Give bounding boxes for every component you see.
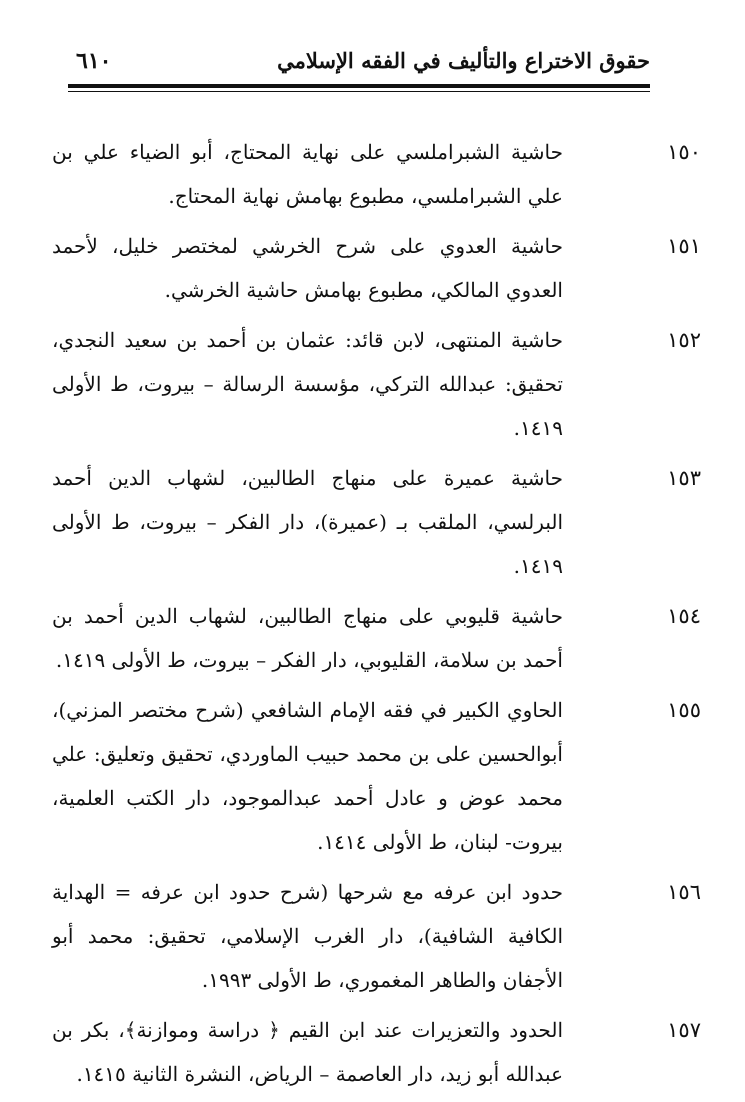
bibliography-entry [0,870,745,1002]
entry-text: حدود ابن عرفه مع شرحها (شرح حدود ابن عرفه = الهداية الكافية الشافية)، دار الغرب الإسلامي، تحقيق: محمد أبو الأجفان والطاهر المغموري، ط الأولى ١٩٩٣. [52,880,563,992]
bibliography-list [0,130,745,1102]
bibliography-entry [0,130,745,218]
entry-number: ١٥٦ [667,880,701,904]
bibliography-entry [0,1008,745,1096]
header-rule-thin [68,91,650,92]
page-number: ٦١٠ [76,48,112,74]
entry-text: حاشية المنتهى، لابن قائد: عثمان بن أحمد بن سعيد النجدي، تحقيق: عبدالله التركي، مؤسسة الرسالة – بيروت، ط الأولى ١٤١٩. [52,328,563,440]
entry-number: ١٥٥ [667,698,701,722]
entry-number: ١٥٧ [667,1018,701,1042]
entry-number: ١٥٣ [667,466,701,490]
entry-text: حاشية قليوبي على منهاج الطالبين، لشهاب الدين أحمد بن أحمد بن سلامة، القليوبي، دار الفكر – بيروت، ط الأولى ١٤١٩. [52,604,563,672]
bibliography-entry [0,456,745,588]
header-rule-thick [68,84,650,88]
entry-text: الحاوي الكبير في فقه الإمام الشافعي (شرح مختصر المزني)، أبوالحسين على بن محمد حبيب الماوردي، تحقيق وتعليق: علي محمد عوض و عادل أحمد عبدالموجود، دار الكتب العلمية، بيروت- لبنان، ط الأولى ١٤١٤. [52,698,563,854]
entry-text: الحدود والتعزيرات عند ابن القيم ﴿ دراسة وموازنة﴾، بكر بن عبدالله أبو زيد، دار العاصمة – الرياض، النشرة الثانية ١٤١٥. [52,1018,563,1086]
page-header [68,42,650,78]
entry-text: حاشية العدوي على شرح الخرشي لمختصر خليل، لأحمد العدوي المالكي، مطبوع بهامش حاشية الخرشي. [52,234,563,302]
entry-number: ١٥٠ [667,140,701,164]
bibliography-entry [0,318,745,450]
bibliography-entry [0,688,745,864]
entry-number: ١٥٤ [667,604,701,628]
entry-text: حاشية الشبراملسي على نهاية المحتاج، أبو الضياء علي بن علي الشبراملسي، مطبوع بهامش نهاية المحتاج. [52,140,563,208]
entry-number: ١٥٢ [667,328,701,352]
bibliography-entry [0,224,745,312]
entry-number: ١٥١ [667,234,701,258]
bibliography-entry [0,594,745,682]
running-title: حقوق الاختراع والتأليف في الفقه الإسلامي [277,48,650,73]
entry-text: حاشية عميرة على منهاج الطالبين، لشهاب الدين أحمد البرلسي، الملقب بـ (عميرة)، دار الفكر – بيروت، ط الأولى ١٤١٩. [52,466,563,578]
